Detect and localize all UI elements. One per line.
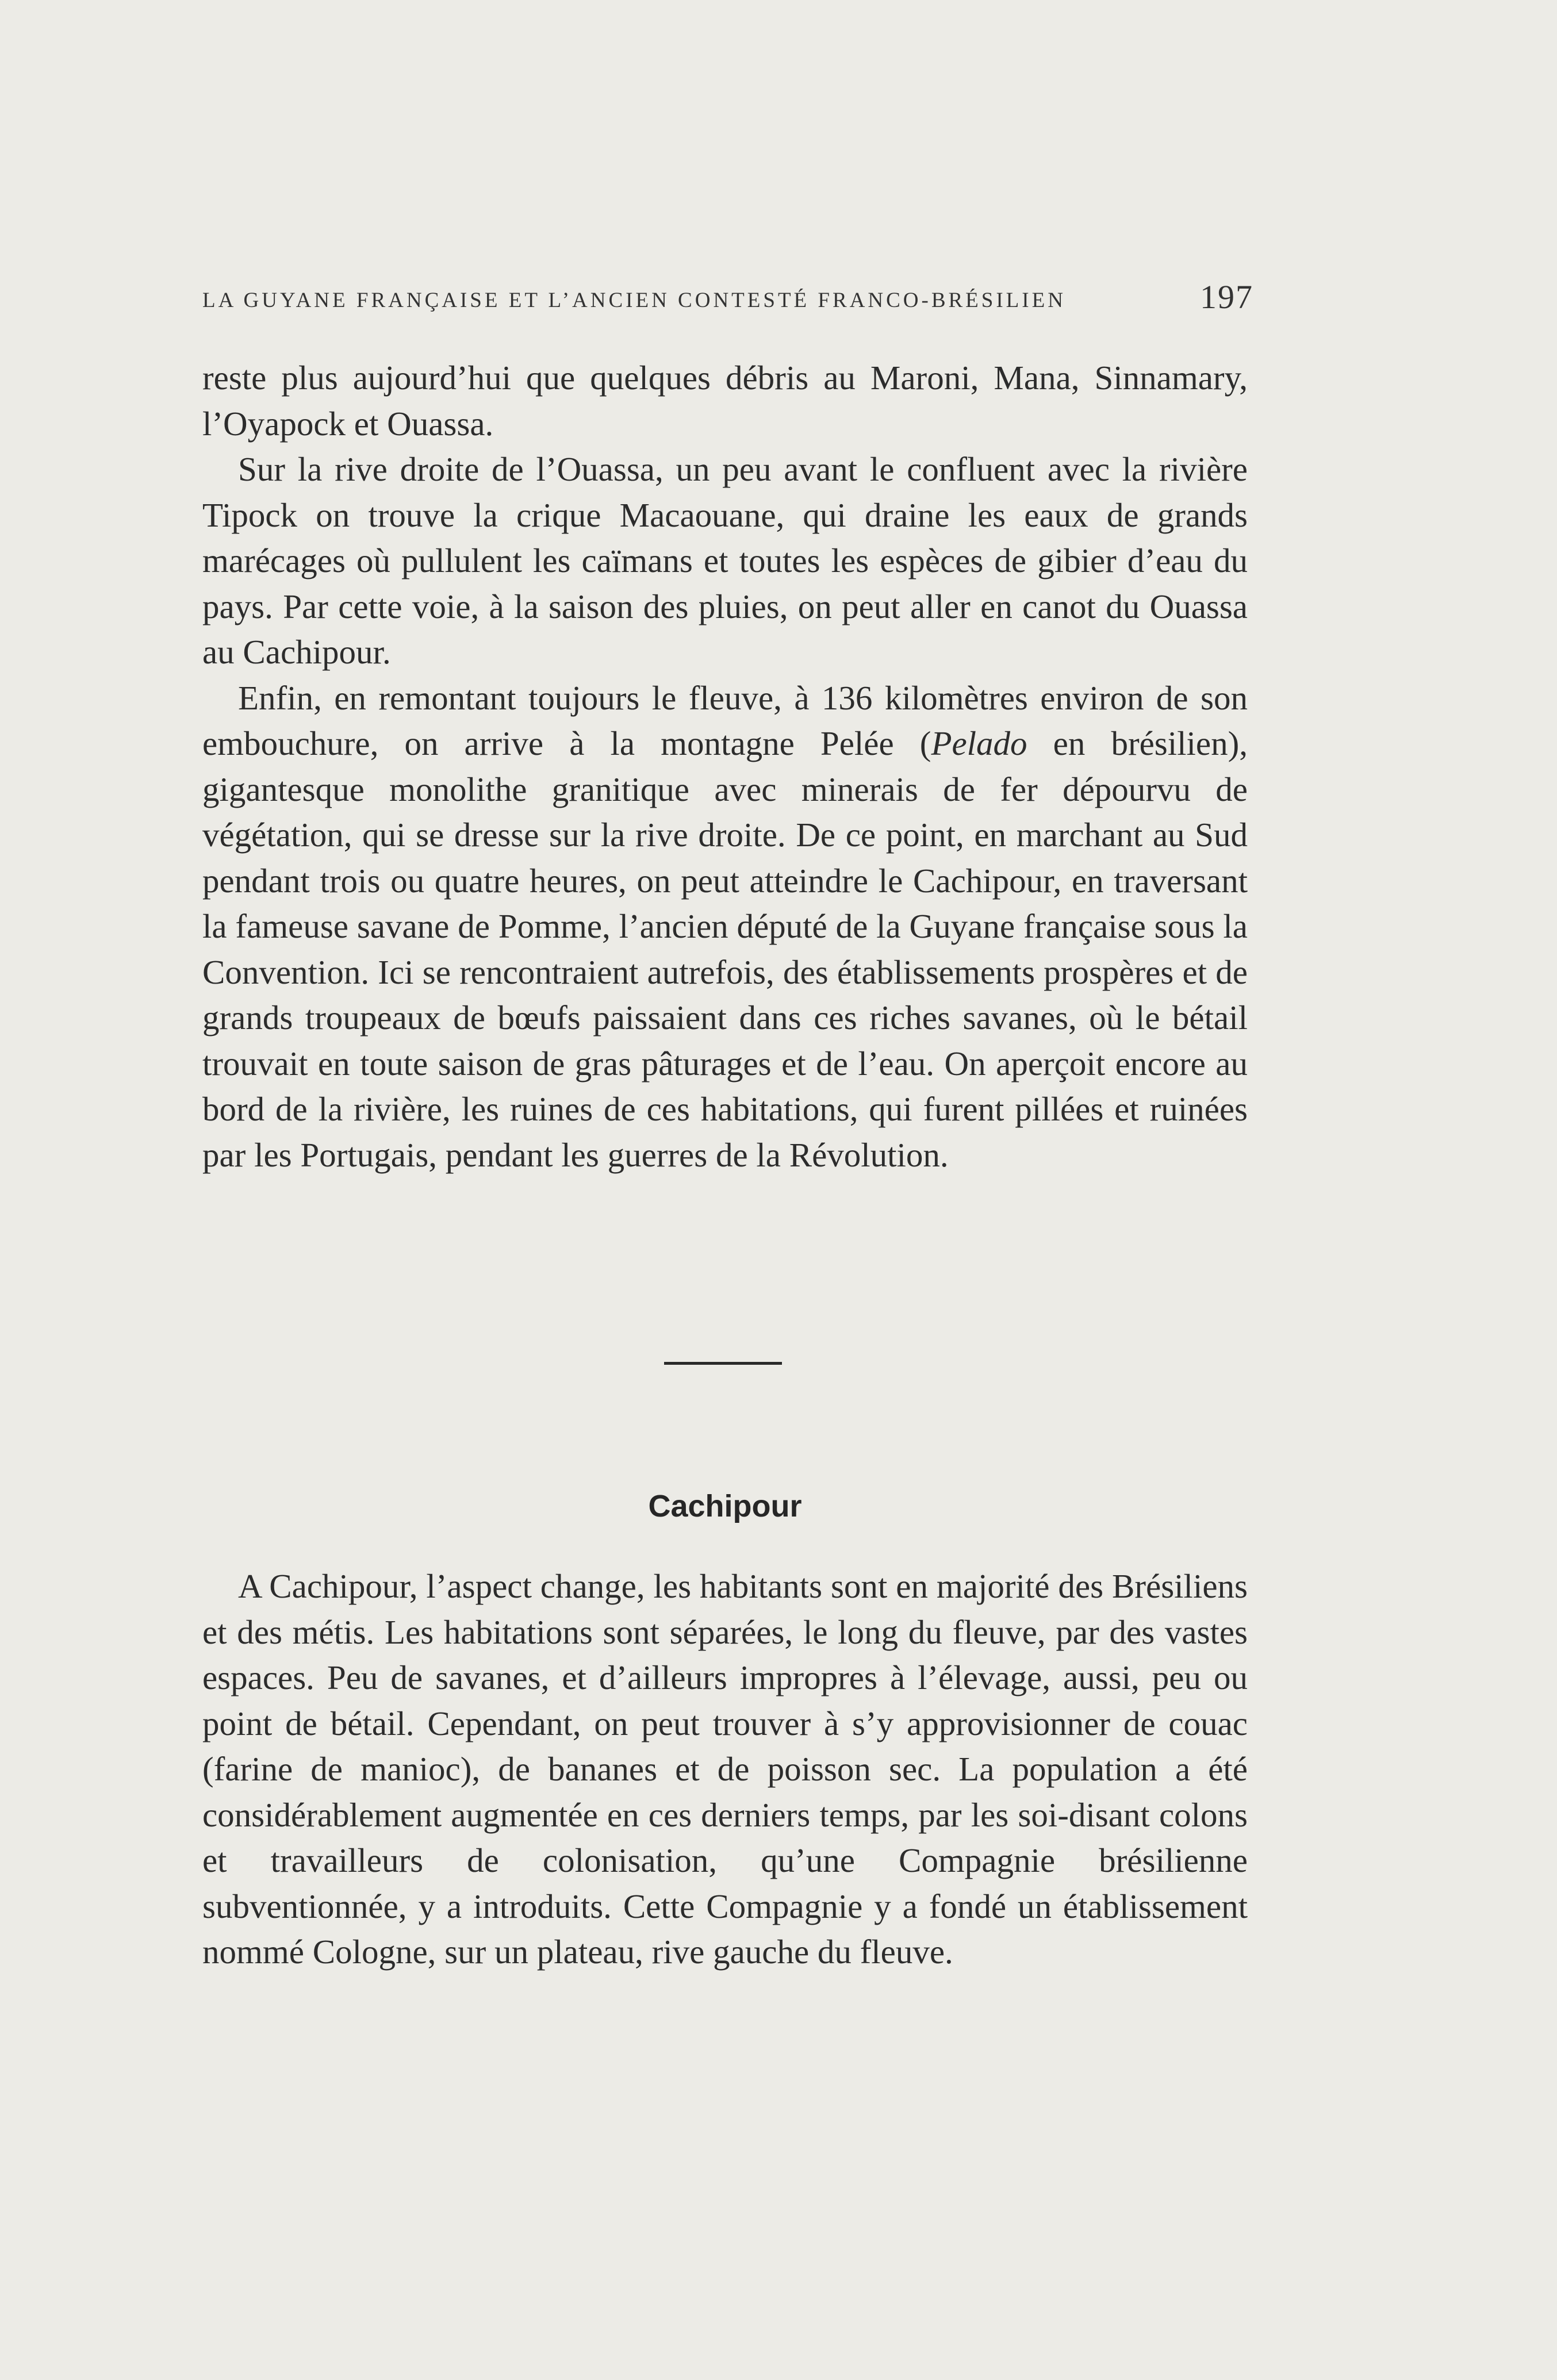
paragraph-continuation: reste plus aujourd’hui que quelques débris au Maroni, Mana, Sinnamary, l’Oyapock et Ouassa. [202, 359, 1248, 443]
running-header [202, 278, 1253, 321]
section-heading-cachipour: Cachipour [648, 1489, 802, 1523]
text-block-cachipour [202, 1564, 1248, 1975]
paragraph-ouassa-right-bank: Sur la rive droite de l’Ouassa, un peu avant le confluent avec la rivière Tipock on trouve la crique Macaouane, qui draine les eaux de grands marécages où pullulent les caïmans et toutes les espèces de gibier d’eau du pays. Par cette voie, à la saison des pluies, on peut aller en canot du Ouassa au Cachipour. [202, 450, 1248, 671]
paragraph-cachipour: A Cachipour, l’aspect change, les habitants sont en majorité des Brésiliens et des métis. Les habitations sont séparées, le long du fleuve, par des vastes espaces. Peu de savanes, et d’ailleurs impropres à l’élevage, aussi, peu ou point de bétail. Cependant, on peut trouver à s’y approvisionner de couac (farine de manioc), de bananes et de poisson sec. La population a été considérablement augmentée en ces derniers temps, par les soi-disant colons et travailleurs de colonisation, qu’une Compagnie brésilienne subventionnée, y a introduits. Cette Compagnie y a fondé un établissement nommé Cologne, sur un plateau, rive gauche du fleuve. [202, 1567, 1248, 1971]
italic-term-pelado: Pelado [931, 724, 1027, 762]
section-separator-rule [664, 1362, 782, 1365]
paragraph-montagne-pelee [202, 675, 1248, 1179]
running-title: LA GUYANE FRANÇAISE ET L’ANCIEN CONTESTÉ FRANCO-BRÉSILIEN [202, 289, 1066, 312]
text-block-ouassa [202, 355, 1248, 1178]
paragraph-text-end: en brésilien), gigantesque monolithe granitique avec minerais de fer dépourvu de végétation, qui se dresse sur la rive droite. De ce point, en marchant au Sud pendant trois ou quatre heures, on peut atteindre le Cachipour, en traversant la fameuse savane de Pomme, l’ancien député de la Guyane française sous la Convention. Ici se rencontraient autrefois, des établissements prospères et de grands troupeaux de bœufs paissaient dans ces riches savanes, où le bétail trouvait en toute saison de gras pâturages et de l’eau. On aperçoit encore au bord de la rivière, les ruines de ces habitations, qui furent pillées et ruinées par les Portugais, pendant les guerres de la Révolution. [202, 724, 1248, 1174]
paragraph-text-start: Enfin, en remontant toujours le fleuve, à 136 kilomètres environ de son embouchure, on arrive à la montagne Pelée ( [202, 678, 1248, 762]
page-number: 197 [1200, 278, 1253, 316]
